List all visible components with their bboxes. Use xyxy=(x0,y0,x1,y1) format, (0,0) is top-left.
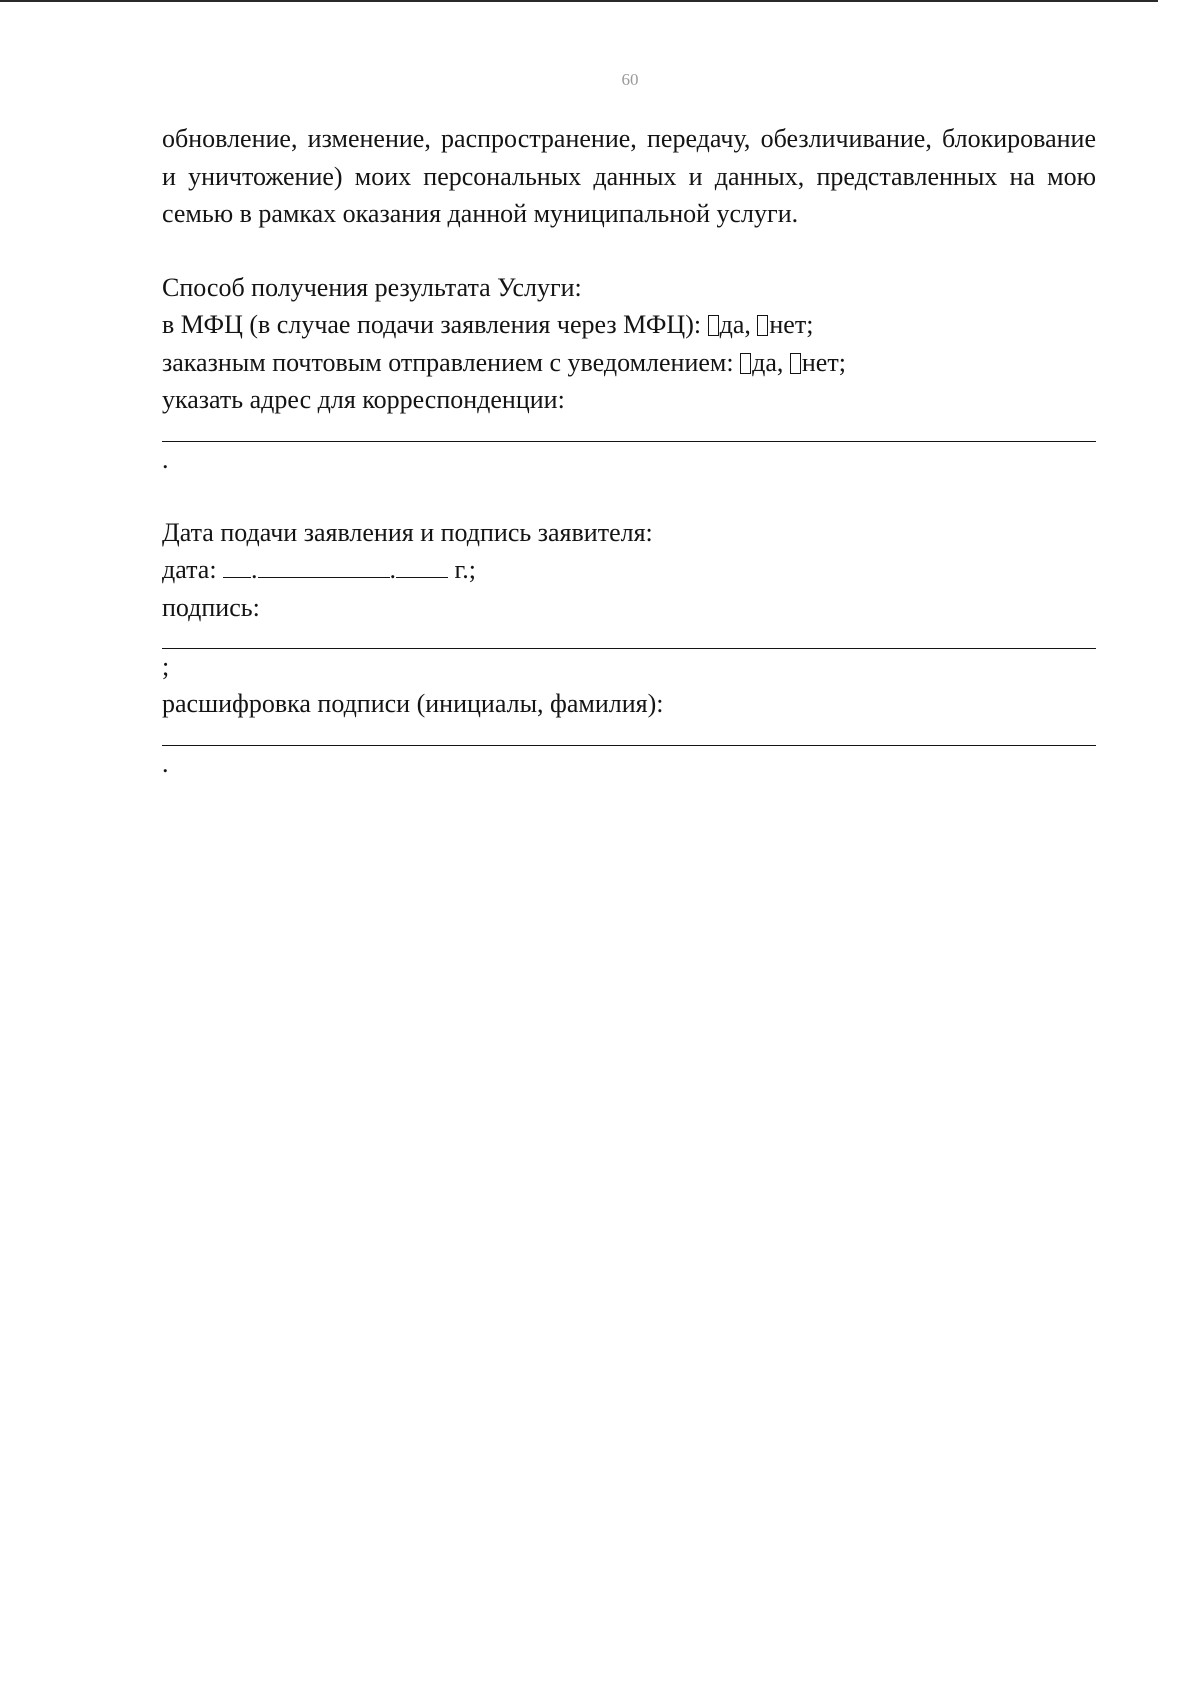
document-body xyxy=(162,120,1096,782)
signature-field-line[interactable] xyxy=(162,626,1096,649)
mfc-no-label: нет; xyxy=(769,310,814,339)
delivery-option-mfc xyxy=(162,306,1096,344)
address-field-line[interactable] xyxy=(162,419,1096,442)
mfc-yes-label: да, xyxy=(719,310,758,339)
date-label: дата: xyxy=(162,555,224,584)
mail-option-label: заказным почтовым отправлением с уведомлением: xyxy=(162,347,741,377)
delivery-heading: Способ получения результата Услуги: xyxy=(162,272,582,302)
mfc-no-checkbox[interactable] xyxy=(757,315,768,336)
signature-decode-label: расшифровка подписи (инициалы, фамилия): xyxy=(162,689,664,718)
year-suffix: г.; xyxy=(448,555,477,584)
delivery-option-mail xyxy=(162,344,1096,382)
mail-yes-checkbox[interactable] xyxy=(740,353,751,374)
date-separator-2: . xyxy=(389,555,397,584)
consent-paragraph: обновление, изменение, распространение, передачу, обезличивание, блокирование и уничтожение) моих персональных данных и данных, представленных на мою семью в рамках оказания данной муниципальной услуги. xyxy=(162,124,1096,228)
top-border-line xyxy=(0,0,1158,2)
mail-no-checkbox[interactable] xyxy=(790,353,801,374)
mail-yes-label: да, xyxy=(752,347,790,377)
address-end-mark: . xyxy=(162,444,169,474)
address-label: указать адрес для корреспонденции: xyxy=(162,385,565,414)
date-line xyxy=(162,551,1096,589)
mfc-option-label: в МФЦ (в случае подачи заявления через МФЦ): xyxy=(162,310,708,339)
submission-heading: Дата подачи заявления и подпись заявителя: xyxy=(162,517,653,547)
date-day-field[interactable] xyxy=(223,555,251,578)
mfc-yes-checkbox[interactable] xyxy=(708,315,719,336)
signature-end-mark: ; xyxy=(162,652,170,681)
signature-decode-field-line[interactable] xyxy=(162,723,1096,746)
date-year-field[interactable] xyxy=(396,555,448,578)
signature-decode-end-mark: . xyxy=(162,748,169,778)
signature-label: подпись: xyxy=(162,592,260,622)
date-month-field[interactable] xyxy=(258,555,390,578)
date-separator-1: . xyxy=(251,555,258,584)
mail-no-label: нет; xyxy=(801,347,846,377)
page-number: 60 xyxy=(621,70,639,89)
